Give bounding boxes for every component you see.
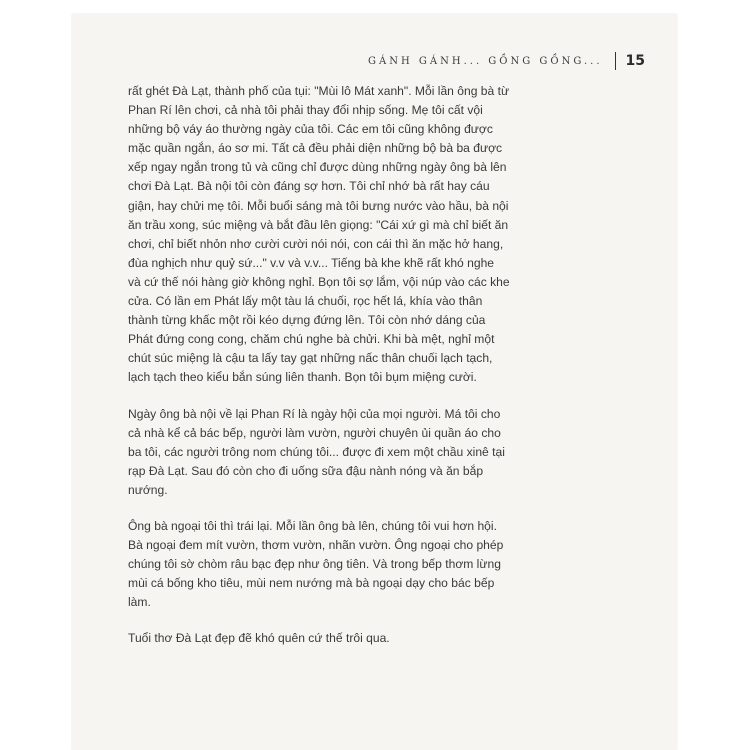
body-text (128, 82, 510, 666)
page-number: 15 (625, 53, 645, 69)
paragraph-2: Ngày ông bà nội về lại Phan Rí là ngày hội của mọi người. Má tôi cho cả nhà kể cả bác bếp, người làm vườn, người chuyên ủi quần áo cho ba tôi, các người trông nom chúng tôi... được đi xem một chầu xinê tại rạp Đà Lạt. Sau đó còn cho đi uống sữa đậu nành nóng và ăn bắp nướng. (128, 406, 505, 497)
paragraph-1: rất ghét Đà Lạt, thành phố của tụi: "Mùi lô Mát xanh". Mỗi lần ông bà từ Phan Rí lên chơi, cả nhà tôi phải thay đổi nhịp sống. Mẹ tôi cất vội những bộ váy áo thường ngày của tôi. Các em tôi cũng không được mặc quần ngắn, áo sơ mi. Tất cả đều phải diện những bộ bà ba được xếp ngay ngắn trong tủ và cũng chỉ được dùng những ngày ông bà lên chơi Đà Lạt. Bà nội tôi còn đáng sợ hơn. Tôi chỉ nhớ bà rất hay cáu giận, hay chửi mẹ tôi. Mỗi buổi sáng mà tôi bưng nước vào hầu, bà nội ăn trầu xong, súc miệng và bắt đầu lên giọng: "Cái xứ gì mà chỉ biết ăn chơi, chỉ biết nhỏn nhơ cười cười nói nói, con cái thì ăn mặc hở hang, đùa nghịch như quỷ sứ..." v.v và v.v... Tiếng bà khe khẽ rất khó nghe và cứ thế nói hàng giờ không nghỉ. Bọn tôi sợ lắm, vội núp vào các khe cửa. Có lần em Phát lấy một tàu lá chuối, rọc hết lá, khía vào thân thành từng khấc một rồi kéo dựng đứng lên. Tôi còn nhớ dáng của Phát đứng cong cong, chăm chú nghe bà chửi. Khi bà mệt, nghỉ một chút súc miệng là cậu ta lấy tay gạt những nấc thân chuối lạch tạch, lạch tạch theo kiểu bắn súng liên thanh. Bọn tôi bụm miệng cười. (128, 84, 510, 385)
paragraph-4: Tuổi thơ Đà Lạt đẹp đẽ khó quên cứ thế trôi qua. (128, 631, 390, 646)
page-header (368, 52, 645, 70)
running-title: GÁNH GÁNH... GỒNG GỒNG... (368, 55, 603, 67)
paragraph-3: Ông bà ngoại tôi thì trái lại. Mỗi lần ông bà lên, chúng tôi vui hơn hội. Bà ngoại đem mít vườn, thơm vườn, nhãn vườn. Ông ngoại cho phép chúng tôi sờ chòm râu bạc đẹp như ông tiên. Và trong bếp thơm lừng mùi cá bống kho tiêu, mùi nem nướng mà bà ngoại dạy cho bác bếp làm. (128, 518, 504, 610)
header-divider (615, 52, 616, 70)
